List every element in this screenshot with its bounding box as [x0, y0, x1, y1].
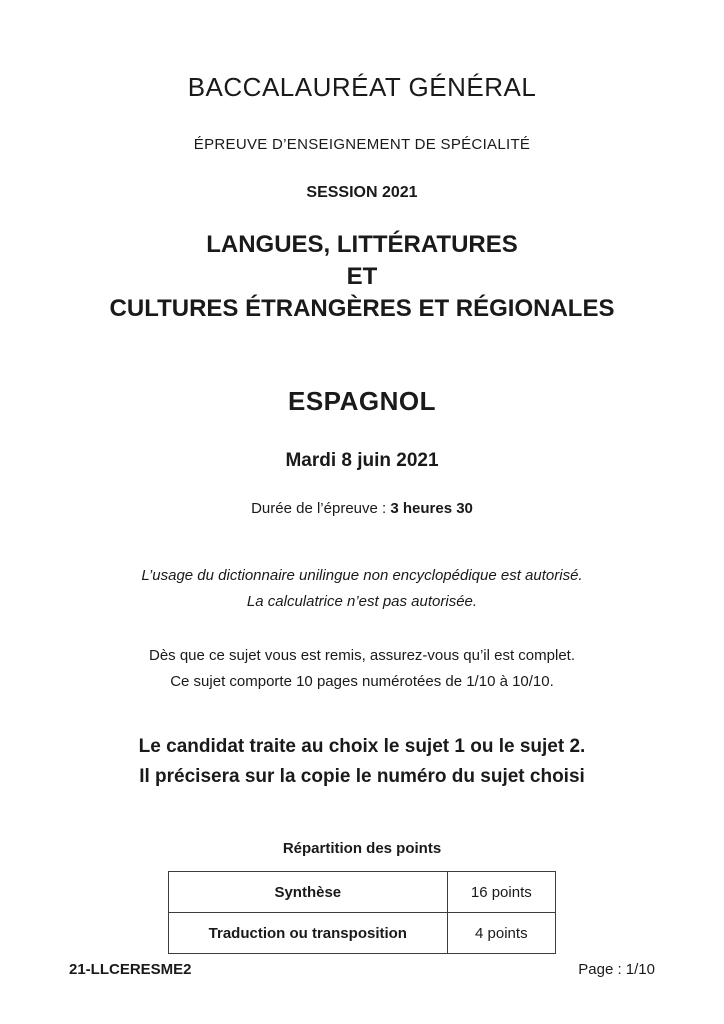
subject-line-1: LANGUES, LITTÉRATURES	[206, 231, 518, 258]
table-row	[169, 872, 556, 913]
points-distribution-table	[168, 871, 556, 954]
allowed-materials-notice	[0, 563, 724, 615]
instruction-line-1: Le candidat traite au choix le sujet 1 ou le sujet 2.	[138, 736, 586, 757]
notice-check-complete: Dès que ce sujet vous est remis, assurez-vous qu’il est complet.	[148, 647, 575, 664]
exercise-label: Synthèse	[169, 872, 448, 913]
subject-line-2: ET	[346, 263, 378, 290]
exercise-label: Traduction ou transposition	[169, 913, 448, 954]
page-footer	[69, 961, 655, 978]
exercise-points: 4 points	[447, 913, 555, 954]
duration-label: Durée de l’épreuve :	[251, 500, 391, 517]
instruction-line-2: Il précisera sur la copie le numéro du sujet choisi	[139, 766, 585, 787]
candidate-instructions	[0, 732, 724, 792]
subject-line-3: CULTURES ÉTRANGÈRES ET RÉGIONALES	[109, 295, 615, 322]
document-title: BACCALAURÉAT GÉNÉRAL	[187, 72, 537, 102]
subject-title	[0, 229, 724, 325]
points-distribution-title: Répartition des points	[282, 840, 442, 857]
notice-page-count: Ce sujet comporte 10 pages numérotées de 1/10 à 10/10.	[170, 673, 554, 690]
notice-calculator: La calculatrice n’est pas autorisée.	[246, 593, 478, 610]
document-subtitle: ÉPREUVE D’ENSEIGNEMENT DE SPÉCIALITÉ	[193, 136, 531, 153]
session-label: SESSION 2021	[306, 184, 418, 201]
table-row	[169, 913, 556, 954]
notice-dictionary: L’usage du dictionnaire unilingue non encyclopédique est autorisé.	[141, 567, 583, 584]
exam-duration	[0, 500, 724, 517]
document-code: 21-LLCERESME2	[69, 961, 192, 978]
duration-value: 3 heures 30	[390, 500, 473, 517]
page-number: Page : 1/10	[578, 961, 655, 978]
exercise-points: 16 points	[447, 872, 555, 913]
exam-date: Mardi 8 juin 2021	[285, 450, 439, 471]
language-title: ESPAGNOL	[288, 386, 436, 416]
completeness-notice	[0, 643, 724, 695]
